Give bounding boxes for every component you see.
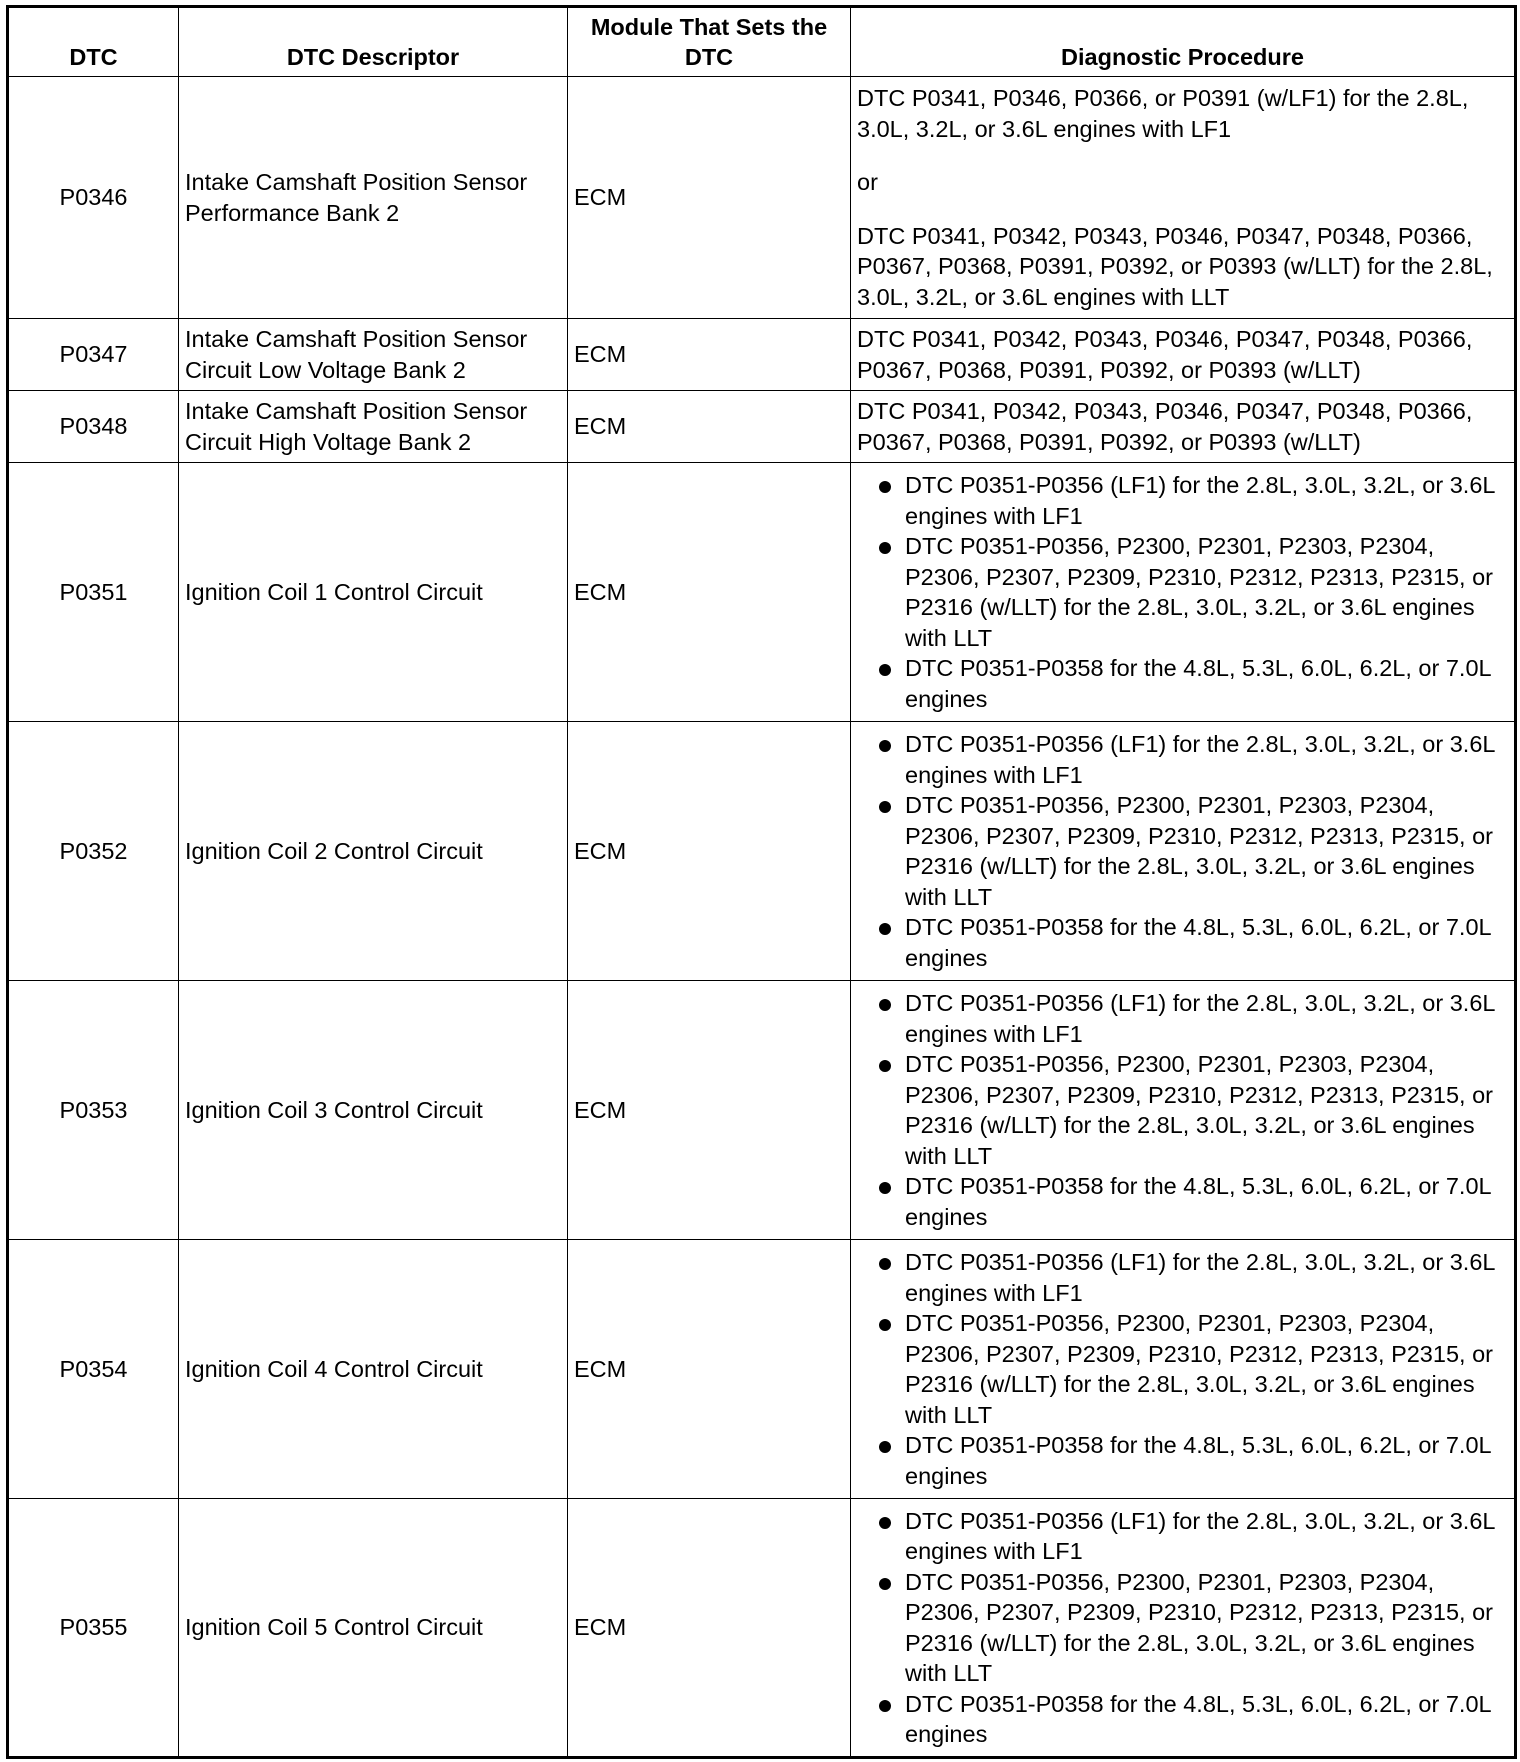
dtc-module: ECM <box>568 1240 851 1499</box>
table-row <box>8 1499 1516 1758</box>
procedure-item <box>857 531 1508 653</box>
procedure-text: DTC P0341, P0342, P0343, P0346, P0347, P0348, P0366, P0367, P0368, P0391, P0392, or P0393 (w/LLT) <box>857 326 1473 383</box>
dtc-descriptor: Ignition Coil 5 Control Circuit <box>179 1499 568 1758</box>
dtc-code: P0355 <box>8 1499 179 1758</box>
dtc-procedure <box>851 1240 1516 1499</box>
procedure-text: DTC P0341, P0342, P0343, P0346, P0347, P0348, P0366, P0367, P0368, P0391, P0392, or P0393 (w/LLT) for the 2.8L, 3.0L, 3.2L, or 3.6L engines with LLT <box>857 222 1493 310</box>
bullet-icon <box>879 481 891 493</box>
procedure-item-text: DTC P0351-P0358 for the 4.8L, 5.3L, 6.0L, 6.2L, or 7.0L engines <box>905 1432 1491 1489</box>
procedure-list <box>857 1247 1508 1491</box>
dtc-descriptor: Intake Camshaft Position Sensor Circuit Low Voltage Bank 2 <box>179 319 568 391</box>
dtc-module: ECM <box>568 722 851 981</box>
procedure-item <box>857 912 1508 973</box>
table-row <box>8 463 1516 722</box>
table-row <box>8 391 1516 463</box>
dtc-procedure <box>851 1499 1516 1758</box>
procedure-item-text: DTC P0351-P0356 (LF1) for the 2.8L, 3.0L, 3.2L, or 3.6L engines with LF1 <box>905 731 1495 788</box>
table-row <box>8 77 1516 319</box>
bullet-icon <box>879 1578 891 1590</box>
procedure-item <box>857 988 1508 1049</box>
dtc-code: P0348 <box>8 391 179 463</box>
dtc-procedure <box>851 463 1516 722</box>
table-row <box>8 981 1516 1240</box>
dtc-module: ECM <box>568 463 851 722</box>
dtc-code: P0346 <box>8 77 179 319</box>
bullet-icon <box>879 1517 891 1529</box>
dtc-module: ECM <box>568 319 851 391</box>
procedure-item-text: DTC P0351-P0356, P2300, P2301, P2303, P2304, P2306, P2307, P2309, P2310, P2312, P2313, P2315, or P2316 (w/LLT) for the 2.8L, 3.0L, 3.2L, or 3.6L engines with LLT <box>905 1568 1493 1686</box>
procedure-item-text: DTC P0351-P0358 for the 4.8L, 5.3L, 6.0L, 6.2L, or 7.0L engines <box>905 1173 1491 1230</box>
dtc-code: P0352 <box>8 722 179 981</box>
dtc-code: P0353 <box>8 981 179 1240</box>
procedure-item <box>857 1049 1508 1171</box>
bullet-icon <box>879 1700 891 1712</box>
header-dtc: DTC <box>8 7 179 77</box>
procedure-item-text: DTC P0351-P0356, P2300, P2301, P2303, P2304, P2306, P2307, P2309, P2310, P2312, P2313, P2315, or P2316 (w/LLT) for the 2.8L, 3.0L, 3.2L, or 3.6L engines with LLT <box>905 1310 1493 1428</box>
procedure-item <box>857 1247 1508 1308</box>
dtc-descriptor: Intake Camshaft Position Sensor Circuit High Voltage Bank 2 <box>179 391 568 463</box>
bullet-icon <box>879 740 891 752</box>
procedure-item-text: DTC P0351-P0356, P2300, P2301, P2303, P2304, P2306, P2307, P2309, P2310, P2312, P2313, P2315, or P2316 (w/LLT) for the 2.8L, 3.0L, 3.2L, or 3.6L engines with LLT <box>905 792 1493 910</box>
procedure-item <box>857 1171 1508 1232</box>
dtc-code: P0354 <box>8 1240 179 1499</box>
bullet-icon <box>879 1441 891 1453</box>
bullet-icon <box>879 1182 891 1194</box>
dtc-procedure <box>851 77 1516 319</box>
table-row <box>8 1240 1516 1499</box>
procedure-list <box>857 1506 1508 1750</box>
bullet-icon <box>879 999 891 1011</box>
procedure-item <box>857 790 1508 912</box>
procedure-item <box>857 1689 1508 1750</box>
header-descriptor: DTC Descriptor <box>179 7 568 77</box>
dtc-procedure <box>851 722 1516 981</box>
procedure-item <box>857 470 1508 531</box>
procedure-item <box>857 1567 1508 1689</box>
dtc-code: P0351 <box>8 463 179 722</box>
procedure-item-text: DTC P0351-P0356 (LF1) for the 2.8L, 3.0L, 3.2L, or 3.6L engines with LF1 <box>905 1507 1495 1564</box>
header-row <box>8 7 1516 77</box>
dtc-procedure <box>851 981 1516 1240</box>
bullet-icon <box>879 801 891 813</box>
dtc-procedure <box>851 391 1516 463</box>
dtc-procedure <box>851 319 1516 391</box>
dtc-descriptor: Intake Camshaft Position Sensor Performance Bank 2 <box>179 77 568 319</box>
dtc-module: ECM <box>568 77 851 319</box>
procedure-item-text: DTC P0351-P0356 (LF1) for the 2.8L, 3.0L, 3.2L, or 3.6L engines with LF1 <box>905 990 1495 1047</box>
procedure-text: DTC P0341, P0346, P0366, or P0391 (w/LF1) for the 2.8L, 3.0L, 3.2L, or 3.6L engines with LF1 <box>857 85 1469 142</box>
procedure-text: or <box>857 169 878 195</box>
procedure-item-text: DTC P0351-P0356 (LF1) for the 2.8L, 3.0L, 3.2L, or 3.6L engines with LF1 <box>905 1249 1495 1306</box>
procedure-item <box>857 1430 1508 1491</box>
procedure-item <box>857 729 1508 790</box>
procedure-item-text: DTC P0351-P0358 for the 4.8L, 5.3L, 6.0L, 6.2L, or 7.0L engines <box>905 914 1491 971</box>
dtc-module: ECM <box>568 981 851 1240</box>
dtc-descriptor: Ignition Coil 4 Control Circuit <box>179 1240 568 1499</box>
procedure-item-text: DTC P0351-P0356, P2300, P2301, P2303, P2304, P2306, P2307, P2309, P2310, P2312, P2313, P2315, or P2316 (w/LLT) for the 2.8L, 3.0L, 3.2L, or 3.6L engines with LLT <box>905 533 1493 651</box>
procedure-list <box>857 729 1508 973</box>
header-module: Module That Sets the DTC <box>568 7 851 77</box>
procedure-item <box>857 653 1508 714</box>
procedure-list <box>857 988 1508 1232</box>
procedure-item <box>857 1506 1508 1567</box>
table-row <box>8 319 1516 391</box>
dtc-module: ECM <box>568 1499 851 1758</box>
dtc-module: ECM <box>568 391 851 463</box>
procedure-list <box>857 470 1508 714</box>
procedure-item-text: DTC P0351-P0356, P2300, P2301, P2303, P2304, P2306, P2307, P2309, P2310, P2312, P2313, P2315, or P2316 (w/LLT) for the 2.8L, 3.0L, 3.2L, or 3.6L engines with LLT <box>905 1051 1493 1169</box>
dtc-descriptor: Ignition Coil 1 Control Circuit <box>179 463 568 722</box>
procedure-text: DTC P0341, P0342, P0343, P0346, P0347, P0348, P0366, P0367, P0368, P0391, P0392, or P0393 (w/LLT) <box>857 398 1473 455</box>
bullet-icon <box>879 664 891 676</box>
bullet-icon <box>879 542 891 554</box>
header-procedure: Diagnostic Procedure <box>851 7 1516 77</box>
bullet-icon <box>879 1060 891 1072</box>
table-row <box>8 722 1516 981</box>
procedure-item-text: DTC P0351-P0358 for the 4.8L, 5.3L, 6.0L, 6.2L, or 7.0L engines <box>905 655 1491 712</box>
dtc-code: P0347 <box>8 319 179 391</box>
dtc-descriptor: Ignition Coil 3 Control Circuit <box>179 981 568 1240</box>
bullet-icon <box>879 923 891 935</box>
dtc-table <box>6 5 1517 1759</box>
procedure-item-text: DTC P0351-P0356 (LF1) for the 2.8L, 3.0L, 3.2L, or 3.6L engines with LF1 <box>905 472 1495 529</box>
procedure-item <box>857 1308 1508 1430</box>
bullet-icon <box>879 1319 891 1331</box>
procedure-item-text: DTC P0351-P0358 for the 4.8L, 5.3L, 6.0L, 6.2L, or 7.0L engines <box>905 1690 1491 1747</box>
dtc-descriptor: Ignition Coil 2 Control Circuit <box>179 722 568 981</box>
bullet-icon <box>879 1258 891 1270</box>
